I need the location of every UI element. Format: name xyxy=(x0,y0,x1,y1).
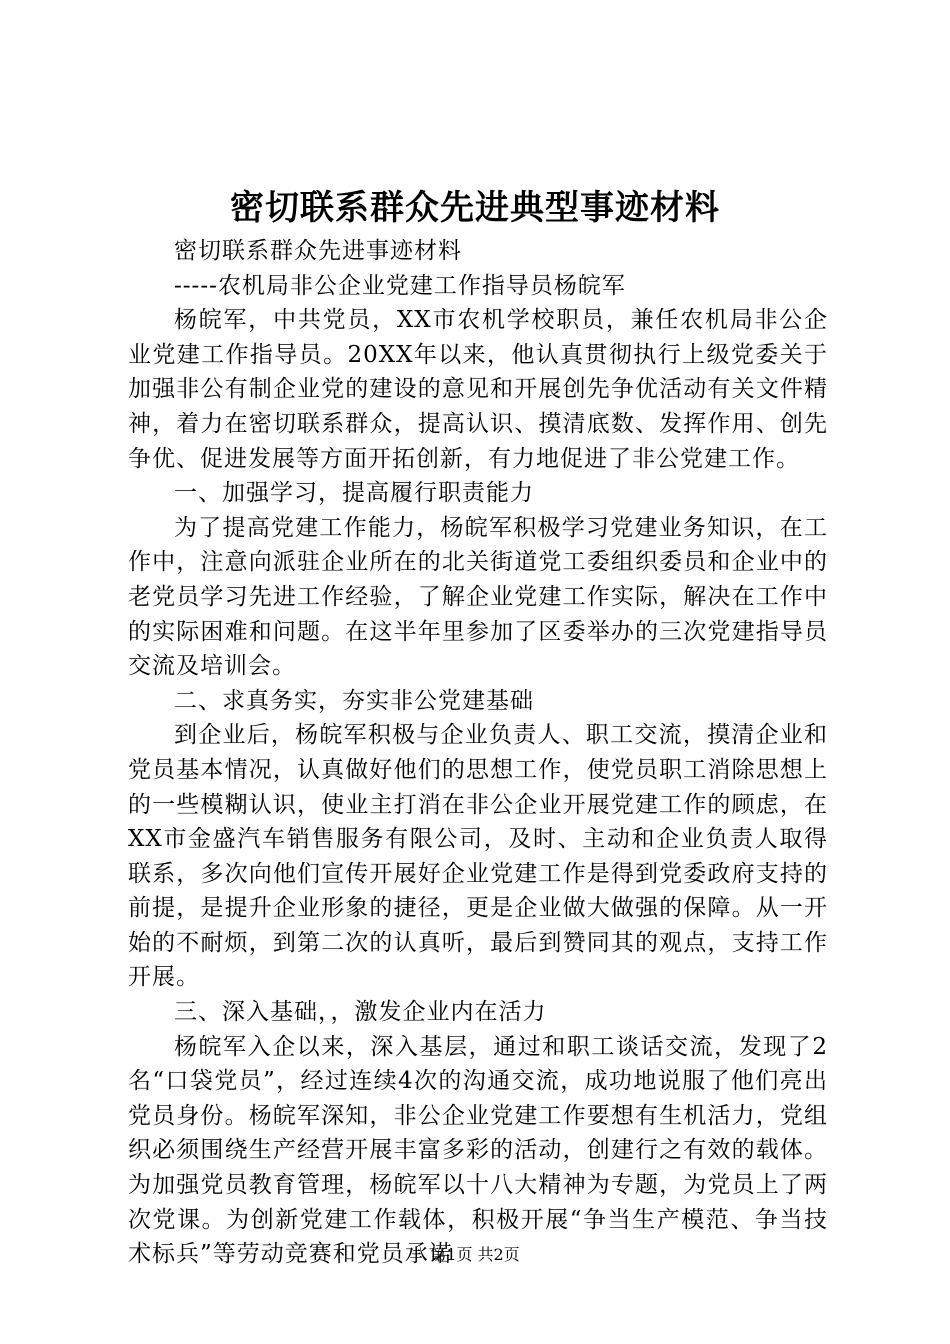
document-body xyxy=(128,234,828,1272)
page-footer: 第1页 共2页 xyxy=(430,1245,520,1264)
paragraph-subtitle: 密切联系群众先进事迹材料 xyxy=(174,238,462,264)
section-heading-2: 二、求真务实，夯实非公党建基础 xyxy=(174,687,534,714)
paragraph-section-2: 到企业后，杨皖军积极与企业负责人、职工交流，摸清企业和党员基本情况，认真做好他们的思想工作，使党员职工消除思想上的一些模糊认识，使业主打消在非公企业开展党建工作的顾虑，在XX市金盛汽车销售服务有限公司，及时、主动和企业负责人取得联系，多次向他们宣传开展好企业党建工作是得到党委政府支持的前提，是提升企业形象的捷径，更是企业做大做强的保障。从一开始的不耐烦，到第二次的认真听，最后到赞同其的观点，支持工作开展。 xyxy=(128,722,828,991)
paragraph-byline: -----农机局非公企业党建工作指导员杨皖军 xyxy=(174,272,626,299)
document-title: 密切联系群众先进典型事迹材料 xyxy=(230,188,720,228)
paragraph-intro: 杨皖军，中共党员，XX市农机学校职员，兼任农机局非公企业党建工作指导员。20XX年以来，他认真贯彻执行上级党委关于加强非公有制企业党的建设的意见和开展创先争优活动有关文件精神，着力在密切联系群众，提高认识、摸清底数、发挥作用、创先争优、促进发展等方面开拓创新，有力地促进了非公党建工作。 xyxy=(128,307,828,472)
section-heading-1: 一、加强学习，提高履行职责能力 xyxy=(174,480,534,507)
paragraph-section-3: 杨皖军入企以来，深入基层，通过和职工谈话交流，发现了2名“口袋党员”，经过连续4次的沟通交流，成功地说服了他们亮出党员身份。杨皖军深知，非公企业党建工作要想有生机活力，党组织必须围绕生产经营开展丰富多彩的活动，创建行之有效的载体。为加强党员教育管理，杨皖军以十八大精神为专题，为党员上了两次党课。为创新党建工作载体，积极开展“争当生产模范、争当技术标兵”等劳动竞赛和党员承诺 xyxy=(128,1033,828,1268)
section-heading-3: 三、深入基础，，激发企业内在活力 xyxy=(174,999,547,1026)
paragraph-section-1: 为了提高党建工作能力，杨皖军积极学习党建业务知识，在工作中，注意向派驻企业所在的北关街道党工委组织委员和企业中的老党员学习先进工作经验，了解企业党建工作实际，解决在工作中的实际困难和问题。在这半年里参加了区委举办的三次党建指导员交流及培训会。 xyxy=(128,514,828,680)
